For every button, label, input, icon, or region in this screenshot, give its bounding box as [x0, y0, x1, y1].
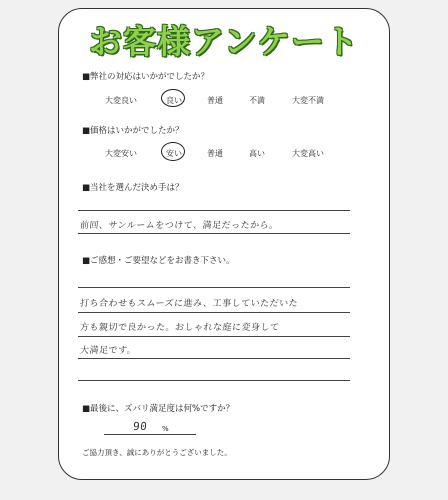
question-price: ■価格はいかがでしたか？ — [82, 126, 184, 136]
comment-line-1: 打ち合わせもスムーズに進み、工事していただいた — [79, 299, 299, 309]
satisfaction-line — [104, 434, 196, 435]
service-option-2: 良い — [166, 96, 182, 105]
answer-line — [78, 210, 350, 211]
answer-line — [78, 336, 350, 337]
question-satisfaction: ■最後に、ズバリ満足度は何%ですか？ — [82, 404, 235, 414]
price-option-1: 大変安い — [105, 149, 137, 158]
question-comments: ■ご感想・ご要望などをお書き下さい。 — [82, 256, 235, 266]
comment-line-2: 方も親切で良かった。おしゃれな庭に変身して — [79, 323, 280, 333]
answer-line — [78, 358, 350, 359]
service-option-3: 普通 — [207, 96, 223, 105]
service-selection-circle — [161, 89, 185, 107]
service-option-5: 大変不満 — [292, 96, 324, 105]
answer-line — [78, 233, 350, 234]
service-option-4: 不満 — [249, 96, 265, 105]
thank-you-message: ご協力頂き、誠にありがとうございました。 — [82, 448, 232, 457]
answer-line — [78, 380, 350, 381]
price-option-5: 大変高い — [292, 149, 324, 158]
satisfaction-value: 90 — [132, 420, 148, 433]
price-option-2: 安い — [166, 149, 182, 158]
question-service: ■弊社の対応はいかがでしたか？ — [82, 72, 210, 82]
service-option-1: 大変良い — [105, 96, 137, 105]
satisfaction-unit: % — [162, 425, 169, 433]
price-option-3: 普通 — [207, 149, 223, 158]
answer-line — [78, 287, 350, 288]
price-selection-circle — [161, 142, 185, 161]
answer-line — [78, 312, 350, 313]
price-option-4: 高い — [249, 149, 265, 158]
comment-line-3: 大満足です。 — [79, 346, 137, 356]
reason-answer: 前回、サンルームをつけて、満足だったから。 — [79, 221, 279, 231]
survey-title: お客様アンケート — [88, 22, 360, 61]
question-reason: ■当社を選んだ決め手は？ — [82, 183, 184, 193]
